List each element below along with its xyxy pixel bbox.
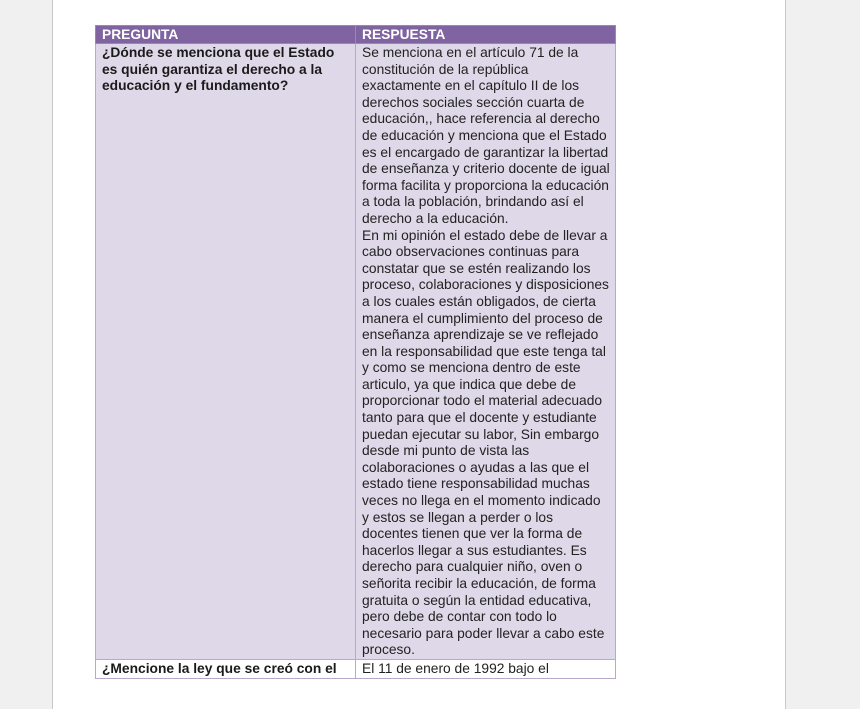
answer-paragraph: El 11 de enero de 1992 bajo el [362, 660, 549, 676]
answer-cell [356, 659, 616, 678]
question-cell: ¿Dónde se menciona que el Estado es quién garantiza el derecho a la educación y el fundamento? [96, 44, 356, 660]
answer-paragraph: En mi opinión el estado debe de llevar a cabo observaciones continuas para constatar que se estén realizando los proceso, colaboraciones y disposiciones a los cuales están obligados, de cierta manera el cumplimiento del proceso de enseñanza aprendizaje se ve reflejado en la responsabilidad que este tenga tal y como se menciona dentro de este articulo, ya que indica que debe de proporcionar todo el material adecuado tanto para que el docente y estudiante puedan ejecutar su labor, Sin embargo desde mi punto de vista las colaboraciones o ayudas a las que el estado tiene responsabilidad muchas veces no llega en el momento indicado y estos se llegan a perder o los docentes tienen que ver la forma de hacerlos llegar a sus estudiantes. Es derecho para cualquier niño, oven o señorita recibir la educación, de forma gratuita o según la entidad educativa, pero debe de contar con todo lo necesario para poder llevar a cabo este proceso. [362, 227, 609, 658]
answer-paragraph: Se menciona en el artículo 71 de la constitución de la república exactamente en el capítulo II de los derechos sociales sección cuarta de educación,, hace referencia al derecho de educación y menciona que el Estado es el encargado de garantizar la libertad de enseñanza y criterio docente de igual forma facilita y proporciona la educación a toda la población, brindando así el derecho a la educación. [362, 45, 610, 226]
table-header-row [96, 26, 616, 44]
header-respuesta: RESPUESTA [356, 26, 616, 44]
qa-table [95, 25, 616, 679]
table-row [96, 44, 616, 660]
header-pregunta: PREGUNTA [96, 26, 356, 44]
table-row [96, 659, 616, 678]
question-cell: ¿Mencione la ley que se creó con el [96, 659, 356, 678]
answer-cell [356, 44, 616, 660]
